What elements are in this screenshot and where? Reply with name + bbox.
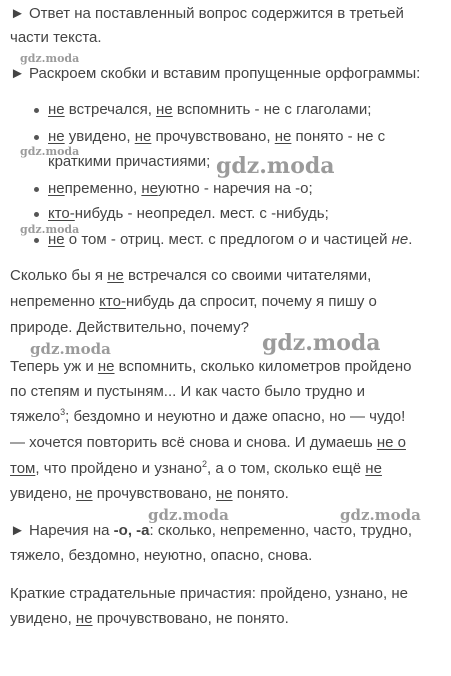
list-bullet xyxy=(34,238,39,243)
text-line: том, что пройдено и узнано$^2$, а о том, сколько ещё не xyxy=(10,459,382,477)
participles-line: увидено, не прочувствовано, не понято. xyxy=(10,610,289,627)
list-item-continuation: краткими причастиями; xyxy=(48,153,211,170)
watermark: gdz.moda xyxy=(262,330,381,356)
orfo-heading: ► Раскроем скобки и вставим пропущенные орфограммы: xyxy=(10,65,421,82)
list-bullet xyxy=(34,135,39,140)
list-item: непременно, неуютно - наречия на -о; xyxy=(48,180,313,197)
text-line: по степям и пустыням... И как часто было трудно и xyxy=(10,383,365,400)
list-item: кто-нибудь - неопредел. мест. с -нибудь; xyxy=(48,205,329,222)
watermark: gdz.moda xyxy=(20,52,80,65)
watermark: gdz.moda xyxy=(216,153,335,179)
list-bullet xyxy=(34,212,39,217)
adverbs-line: ► Наречия на -о, -а: сколько, непременно, часто, трудно, xyxy=(10,522,413,539)
text-line: — хочется повторить всё снова и снова. И думаешь не о xyxy=(10,434,406,451)
intro-line: части текста. xyxy=(10,29,102,46)
text-line: тяжело$^3$; бездомно и неуютно и даже опасно, но — чудо! xyxy=(10,407,406,425)
watermark: gdz.moda xyxy=(20,145,80,158)
watermark: gdz.moda xyxy=(148,506,229,524)
text-line: увидено, не прочувствовано, не понято. xyxy=(10,485,289,502)
adverbs-line: тяжело, бездомно, неуютно, опасно, снова. xyxy=(10,547,313,564)
list-bullet xyxy=(34,108,39,113)
participles-line: Краткие страдательные причастия: пройдено, узнано, не xyxy=(10,585,408,602)
text-line: Сколько бы я не встречался со своими читателями, xyxy=(10,267,372,284)
list-item: не увидено, не прочувствовано, не понято - не с xyxy=(48,128,386,145)
intro-line: ► Ответ на поставленный вопрос содержится в третьей xyxy=(10,5,404,22)
list-item: не о том - отриц. мест. с предлогом о и частицей не. xyxy=(48,231,413,248)
text-line: Теперь уж и не вспомнить, сколько километров пройдено xyxy=(10,358,412,375)
list-item: не встречался, не вспомнить - не с глаголами; xyxy=(48,101,372,118)
watermark: gdz.moda xyxy=(30,340,111,358)
list-bullet xyxy=(34,187,39,192)
watermark: gdz.moda xyxy=(20,223,80,236)
text-line: природе. Действительно, почему? xyxy=(10,319,249,336)
text-line: непременно кто-нибудь да спросит, почему я пишу о xyxy=(10,293,377,310)
watermark: gdz.moda xyxy=(340,506,421,524)
